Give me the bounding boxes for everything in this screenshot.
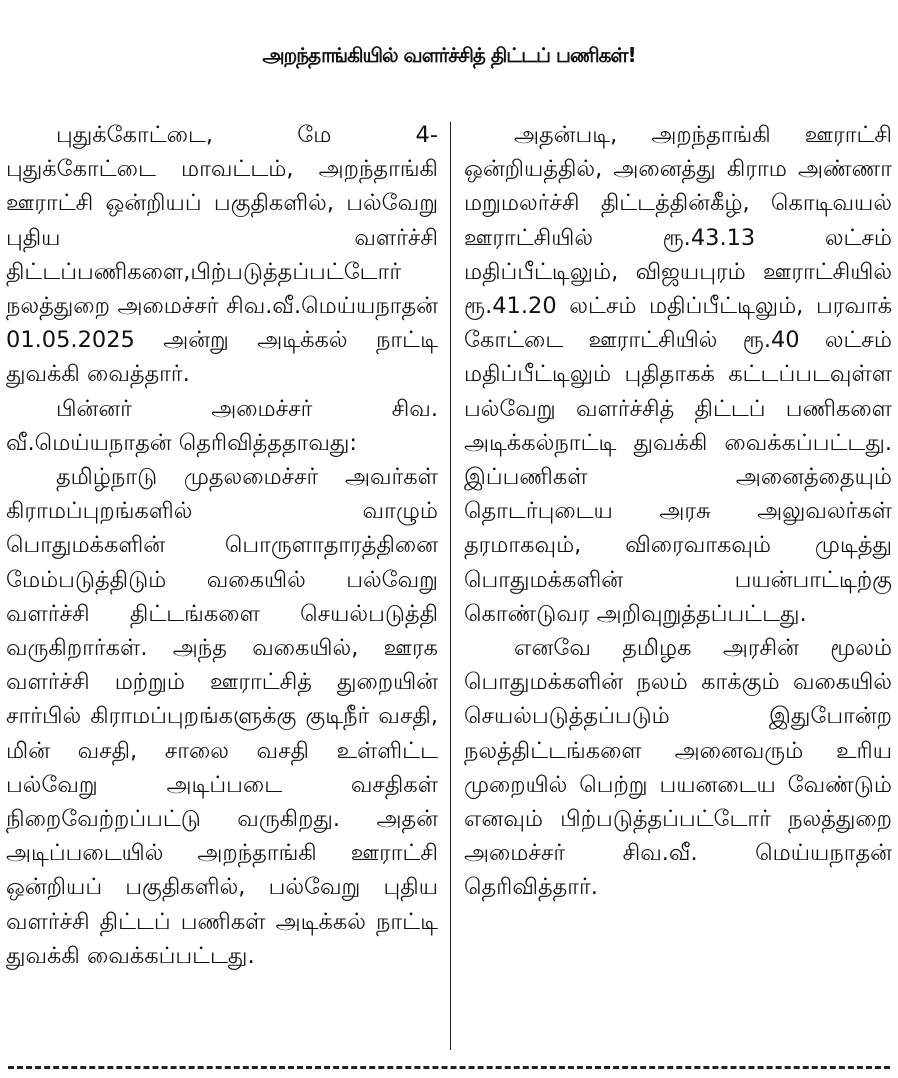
- right-column: [464, 118, 892, 905]
- headline: அறந்தாங்கியில் வளர்ச்சித் திட்டப் பணிகள்!: [262, 42, 636, 67]
- paragraph-conclusion: எனவே தமிழக அரசின் மூலம் பொதுமக்களின் நலம் காக்கும் வகையில் செயல்படுத்தப்படும் இதுபோன்ற நலத்திட்டங்களை அனைவரும் உரிய முறையில் பெற்று பயனடைய வேண்டும் எனவும் பிற்படுத்தப்பட்டோர் நலத்துறை அமைச்சர் சிவ.வீ. மெய்யநாதன் தெரிவித்தார்.: [464, 635, 892, 901]
- paragraph-projects: அதன்படி, அறந்தாங்கி ஊராட்சி ஒன்றியத்தில், அனைத்து கிராம அண்ணா மறுமலர்ச்சி திட்டத்தின்கீழ், கொடிவயல் ஊராட்சியில் ரூ.43.13 லட்சம் மதிப்பீட்டிலும், விஜயபுரம் ஊராட்சியில் ரூ.41.20 லட்சம் மதிப்பீட்டிலும், பரவாக் கோட்டை ஊராட்சியில் ரூ.40 லட்சம் மதிப்பீட்டிலும் புதிதாகக் கட்டப்படவுள்ள பல்வேறு வளர்ச்சித் திட்டப் பணிகளை அடிக்கல்நாட்டி துவக்கி வைக்கப்பட்டது. இப்பணிகள் அனைத்தையும் தொடர்புடைய அரசு அலுவலர்கள் தரமாகவும், விரைவாகவும் முடித்து பொதுமக்களின் பயன்பாட்டிற்கு கொண்டுவர அறிவுறுத்தப்பட்டது.: [464, 122, 892, 627]
- column-divider: [450, 122, 451, 1050]
- paragraph-chief-minister: தமிழ்நாடு முதலமைச்சர் அவர்கள் கிராமப்புறங்களில் வாழும் பொதுமக்களின் பொருளாதாரத்தினை மேம்படுத்திடும் வகையில் பல்வேறு வளர்ச்சி திட்டங்களை செயல்படுத்தி வருகிறார்கள். அந்த வகையில், ஊரக வளர்ச்சி மற்றும் ஊராட்சித் துறையின் சார்பில் கிராமப்புறங்களுக்கு குடிநீர் வசதி, மின் வசதி, சாலை வசதி உள்ளிட்ட பல்வேறு அடிப்படை வசதிகள் நிறைவேற்றப்பட்டு வருகிறது. அதன் அடிப்படையில் அறந்தாங்கி ஊராட்சி ஒன்றியப் பகுதிகளில், பல்வேறு புதிய வளர்ச்சி திட்டப் பணிகள் அடிக்கல் நாட்டி துவக்கி வைக்கப்பட்டது.: [6, 464, 438, 969]
- paragraph-intro: புதுக்கோட்டை, மே 4- புதுக்கோட்டை மாவட்டம், அறந்தாங்கி ஊராட்சி ஒன்றியப் பகுதிகளில், பல்வேறு புதிய வளர்ச்சி திட்டப்பணிகளை,பிற்படுத்தப்பட்டோர் நலத்துறை அமைச்சர் சிவ.வீ.மெய்யநாதன் 01.05.2025 அன்று அடிக்கல் நாட்டி துவக்கி வைத்தார்.: [6, 122, 438, 388]
- paragraph-minister-said: பின்னர் அமைச்சர் சிவ. வீ.மெய்யநாதன் தெரிவித்ததாவது:: [6, 395, 438, 456]
- left-column: [6, 118, 438, 973]
- bottom-dashed-rule: [8, 1066, 890, 1069]
